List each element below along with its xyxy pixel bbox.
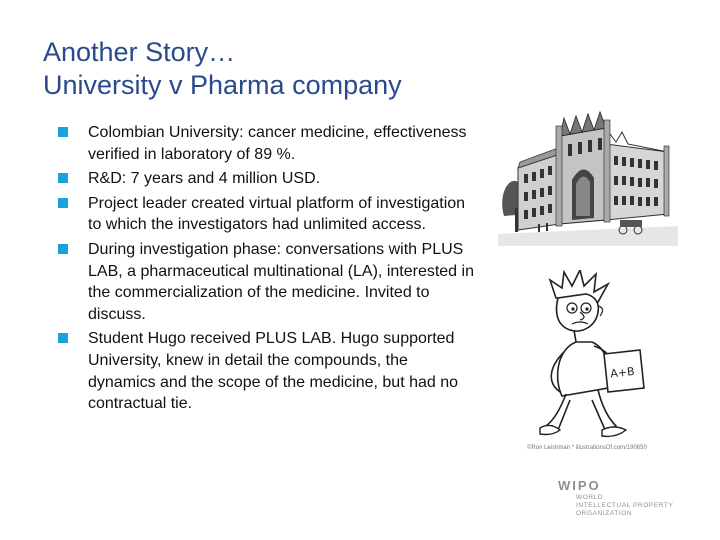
- bullet-item: [58, 328, 478, 414]
- bullet-item: [58, 168, 478, 190]
- university-building-image: [498, 96, 678, 246]
- bullet-item: [58, 239, 478, 325]
- slide-title-line-1: Another Story…: [43, 37, 236, 67]
- bullet-text: Project leader created virtual platform of investigation to which the investigators had unlimited access.: [88, 194, 466, 234]
- wipo-logo-line-2: INTELLECTUAL PROPERTY: [576, 502, 674, 509]
- cartoon-sign-text: A+B: [609, 364, 636, 381]
- bullet-text: Student Hugo received PLUS LAB. Hugo supported University, knew in detail the compounds, the dynamics and the scope of the medicine, but had no contractual tie.: [88, 330, 459, 413]
- slide-title: [43, 36, 483, 102]
- wipo-logo-line-3: ORGANIZATION: [576, 510, 633, 517]
- bullet-square-icon: [58, 244, 68, 254]
- bullet-item: [58, 193, 478, 236]
- bullet-square-icon: [58, 127, 68, 137]
- cartoon-caption: ©Ron Leishman * illustrationsOf.com/190650: [527, 445, 647, 451]
- slide-title-line-2: University v Pharma company: [43, 70, 402, 100]
- bullet-square-icon: [58, 333, 68, 343]
- bullet-text: Colombian University: cancer medicine, effectiveness verified in laboratory of 89 %.: [88, 124, 467, 163]
- bullet-list: [58, 122, 478, 418]
- bullet-item: [58, 122, 478, 165]
- cartoon-student-image: [536, 270, 666, 442]
- bullet-square-icon: [58, 173, 68, 183]
- bullet-text: R&D: 7 years and 4 million USD.: [88, 170, 321, 188]
- bullet-text: During investigation phase: conversations with PLUS LAB, a pharmaceutical multinational (LA), interested in the commercialization of the medicine. Invited to discuss.: [88, 240, 474, 323]
- wipo-logo-subtitle: [576, 494, 673, 518]
- wipo-logo-line-1: WORLD: [576, 494, 604, 501]
- bullet-square-icon: [58, 198, 68, 208]
- wipo-logo: [558, 478, 698, 520]
- wipo-logo-name: WIPO: [558, 478, 601, 493]
